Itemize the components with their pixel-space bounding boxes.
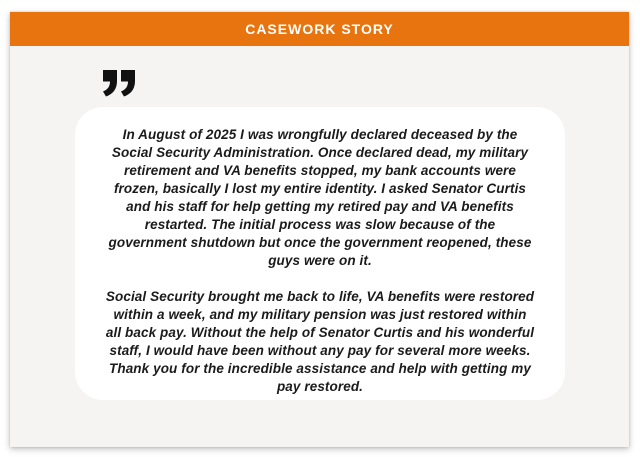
header-bar [10,12,629,46]
testimonial-card [75,107,565,400]
page-title: CASEWORK STORY [245,21,394,37]
paper-background [10,12,629,447]
closing-double-quote-icon [103,70,135,97]
testimonial-paragraph: Social Security brought me back to life, VA benefits were restored within a week, and my military pension was just restored within all back pay. Without the help of Senator Curtis and his wonderful staff, I would have been without any pay for several more weeks. Thank you for the incredible assistance and help with getting my pay restored. [105,289,535,394]
testimonial-paragraph: In August of 2025 I was wrongfully declared deceased by the Social Security Administration. Once declared dead, my military retirement and VA benefits stopped, my bank accounts were frozen, basically I lost my entire identity. I asked Senator Curtis and his staff for help getting my retired pay and VA benefits restarted. The initial process was slow because of the government shutdown but once the government reopened, these guys were on it. [108,127,532,268]
